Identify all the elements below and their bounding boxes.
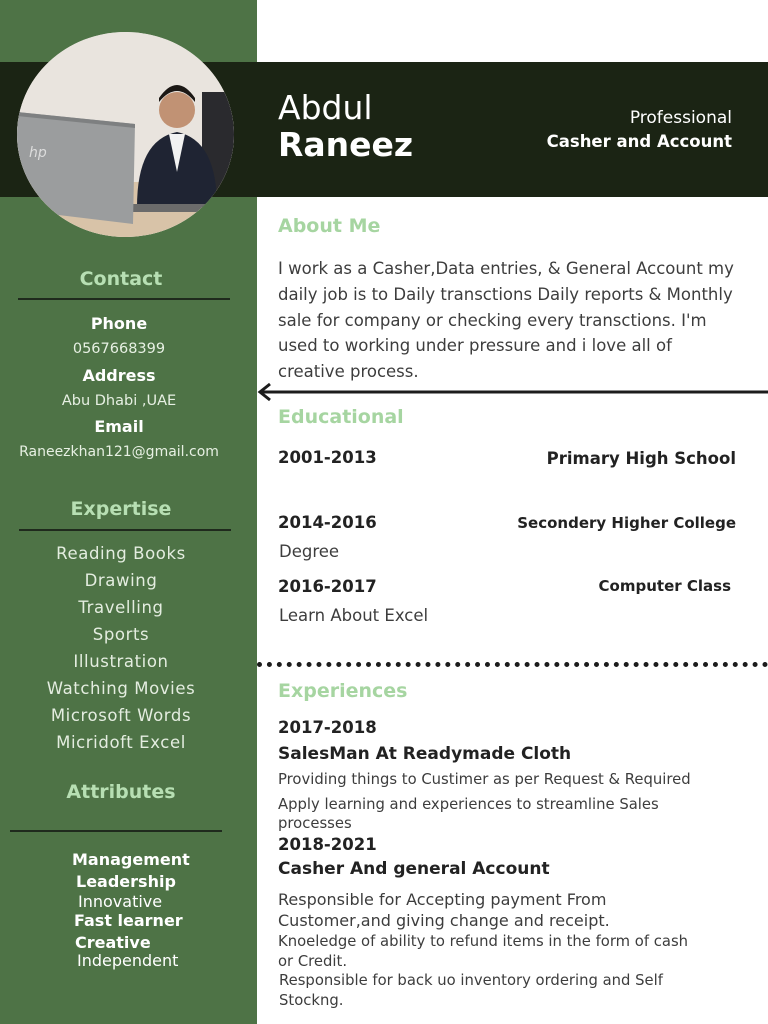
address-value: Abu Dhabi ,UAE <box>61 393 177 409</box>
email-value: Raneezkhan121@gmail.com <box>19 444 219 460</box>
arrow-left-icon <box>256 382 768 402</box>
about-heading: About Me <box>278 215 381 237</box>
attribute-item: Independent <box>77 951 179 970</box>
about-text: I work as a Casher,Data entries, & General Account my daily job is to Daily transctions Daily reports & Monthly sale for company or checking every transctions. I'm used to working under pressure and i love all of creative process. <box>278 259 734 382</box>
expertise-heading: Expertise <box>70 498 172 520</box>
education-note: Learn About Excel <box>279 606 429 625</box>
expertise-item: Micridoft Excel <box>56 733 186 752</box>
expertise-item: Travelling <box>78 598 164 617</box>
job-years: 2018-2021 <box>278 835 377 854</box>
education-years: 2014-2016 <box>278 513 377 532</box>
education-years: 2001-2013 <box>278 448 377 467</box>
profile-photo <box>17 32 234 237</box>
attributes-heading: Attributes <box>66 781 176 803</box>
education-school: Computer Class <box>598 577 731 595</box>
contact-divider <box>18 298 230 300</box>
name-last: Raneez <box>278 125 414 164</box>
role-title-line2: Casher and Account <box>546 132 732 151</box>
attribute-item: Leadership <box>76 872 176 891</box>
attribute-item: Creative <box>75 933 151 952</box>
attributes-divider <box>10 830 222 832</box>
job-duty: Apply learning and experiences to streamline Sales processes <box>278 796 659 832</box>
profile-photo-illustration <box>17 32 234 237</box>
experience-heading: Experiences <box>278 680 408 702</box>
contact-heading: Contact <box>79 268 163 290</box>
education-years: 2016-2017 <box>278 577 377 596</box>
svg-text:hp: hp <box>29 145 47 161</box>
expertise-item: Microsoft Words <box>50 706 192 725</box>
job-title: Casher And general Account <box>278 859 550 879</box>
job-duty: Providing things to Custimer as per Request & Required <box>278 771 691 788</box>
expertise-item: Sports <box>92 625 150 644</box>
job-years: 2017-2018 <box>278 718 377 737</box>
attribute-item: Innovative <box>78 892 163 911</box>
expertise-item: Reading Books <box>56 544 186 563</box>
dotted-divider <box>257 662 768 667</box>
expertise-item: Illustration <box>73 652 169 671</box>
attribute-item: Management <box>72 850 190 869</box>
education-heading: Educational <box>278 406 404 428</box>
job-title: SalesMan At Readymade Cloth <box>278 744 572 764</box>
address-label: Address <box>82 366 156 385</box>
job-duty: Knoeledge of ability to refund items in the form of cash or Credit. <box>278 933 689 970</box>
education-school: Secondery Higher College <box>517 514 736 532</box>
phone-label: Phone <box>90 314 148 333</box>
education-school: Primary High School <box>546 449 736 468</box>
expertise-item: Drawing <box>84 571 158 590</box>
expertise-list <box>0 540 242 756</box>
expertise-divider <box>19 529 231 531</box>
attribute-item: Fast learner <box>74 911 183 930</box>
expertise-item: Watching Movies <box>46 679 196 698</box>
email-label: Email <box>94 417 144 436</box>
phone-value: 0567668399 <box>72 341 166 357</box>
education-note: Degree <box>279 542 340 561</box>
job-duty: Responsible for back uo inventory ordering and Self Stockng. <box>279 972 663 1009</box>
name-first: Abdul <box>278 88 373 127</box>
role-title-line1: Professional <box>629 108 732 128</box>
job-duty: Responsible for Accepting payment From Customer,and giving change and receipt. <box>278 890 610 930</box>
